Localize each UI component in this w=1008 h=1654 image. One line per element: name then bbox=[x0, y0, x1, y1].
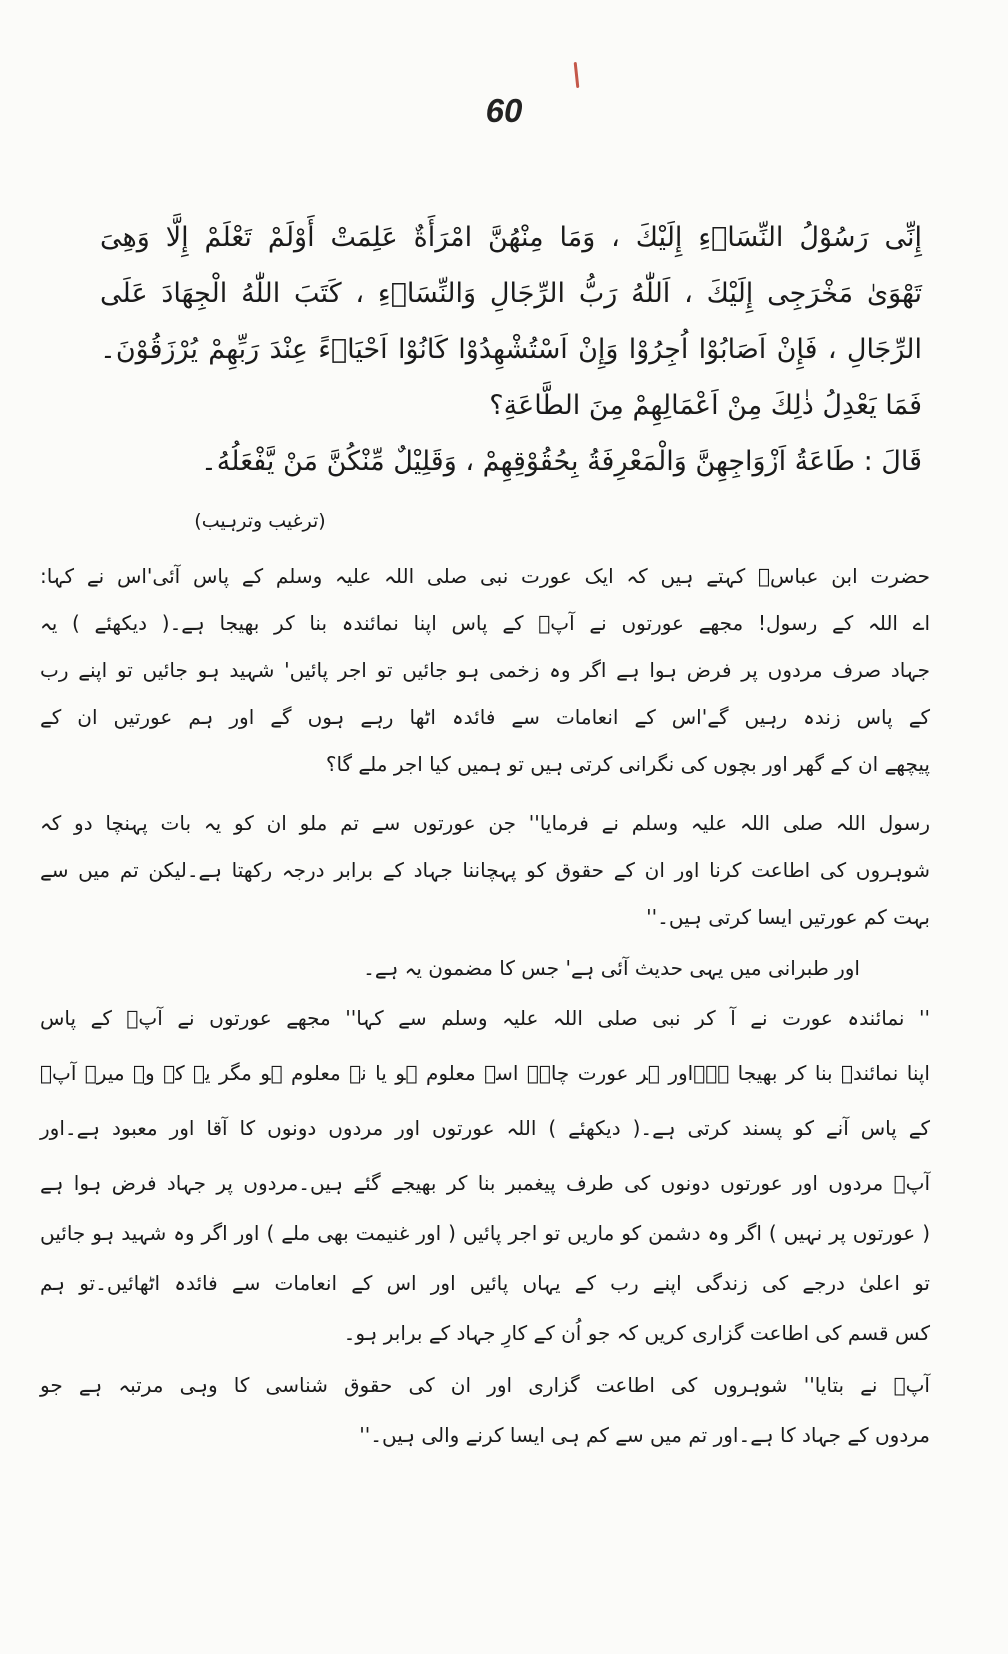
urdu-line: حضرت ابن عباسؓ کہتے ہیں کہ ایک عورت نبی صلی اللہ علیہ وسلم کے پاس آئی'اس نے کہا: bbox=[40, 564, 930, 588]
urdu-line: '' نمائندہ عورت نے آ کر نبی صلی اللہ علیہ وسلم سے کہا'' مجھے عورتوں نے آپؐ کے پاس bbox=[40, 1006, 930, 1030]
urdu-line: اپنا نمائندہ بنا کر بھیجا ہے۔اور ہر عورت چاہے اسے معلوم ہو یا نہ معلوم ہو مگر یہ کہ وہ میرے آپؐ bbox=[40, 1061, 930, 1085]
urdu-line: کے پاس آنے کو پسند کرتی ہے۔( دیکھئے ) اللہ عورتوں اور مردوں دونوں کا آقا اور معبود ہے۔اور bbox=[40, 1116, 930, 1140]
arabic-line: تَهْوَىٰ مَخْرَجِى إِلَيْكَ ، اَللّٰهُ رَبُّ الرِّجَالِ وَالنِّسَاۤءِ ، كَتَبَ اللّٰهُ الْجِهَادَ عَلَى bbox=[100, 278, 922, 309]
arabic-line: فَمَا يَعْدِلُ ذٰلِكَ مِنْ اَعْمَالِهِمْ مِنَ الطَّاعَةِ؟ bbox=[489, 390, 922, 421]
arabic-line: الرِّجَالِ ، فَإِنْ اَصَابُوْا اُجِرُوْا وَإِنْ اَسْتُشْهِدُوْا كَانُوْا اَحْيَاۤءً عِنْدَ رَبِّهِمْ يُرْزَقُوْنَ۔ bbox=[100, 334, 922, 365]
urdu-line: جہاد صرف مردوں پر فرض ہوا ہے اگر وہ زخمی ہو جائیں تو اجر پائیں' شہید ہو جائیں تو اپنے رب bbox=[40, 658, 930, 682]
arabic-line: قَالَ : طَاعَةُ اَزْوَاجِهِنَّ وَالْمَعْرِفَةُ بِحُقُوْقِهِمْ ، وَقَلِيْلٌ مِّنْكُنَّ مَنْ يَّفْعَلُهُ۔ bbox=[200, 446, 922, 477]
urdu-line: مردوں کے جہاد کا ہے۔اور تم میں سے کم ہی ایسا کرنے والی ہیں۔'' bbox=[359, 1423, 930, 1447]
urdu-line: تو اعلیٰ درجے کی زندگی اپنے رب کے یہاں پائیں اور اس کے انعامات سے فائدہ اٹھائیں۔تو ہم bbox=[40, 1271, 930, 1295]
source-reference: (ترغیب وترہیب) bbox=[194, 510, 326, 532]
urdu-line: کس قسم کی اطاعت گزاری کریں کہ جو اُن کے کارِ جہاد کے برابر ہو۔ bbox=[343, 1321, 930, 1345]
urdu-line: شوہروں کی اطاعت کرنا اور ان کے حقوق کو پہچاننا جہاد کے برابر درجہ رکھتا ہے۔لیکن تم میں سے bbox=[40, 858, 930, 882]
urdu-line: آپؐ مردوں اور عورتوں دونوں کی طرف پیغمبر بنا کر بھیجے گئے ہیں۔مردوں پر جہاد فرض ہوا ہے bbox=[40, 1171, 930, 1195]
red-ink-mark bbox=[574, 62, 580, 88]
urdu-line: بہت کم عورتیں ایسا کرتی ہیں۔'' bbox=[646, 905, 930, 929]
urdu-line: آپؐ نے بتایا'' شوہروں کی اطاعت گزاری اور ان کی حقوق شناسی کا وہی مرتبہ ہے جو bbox=[40, 1373, 930, 1397]
urdu-line: رسول اللہ صلی اللہ علیہ وسلم نے فرمایا'' جن عورتوں سے تم ملو ان کو یہ بات پہنچا دو کہ bbox=[40, 811, 930, 835]
urdu-line: ( عورتوں پر نہیں ) اگر وہ دشمن کو ماریں تو اجر پائیں ( اور غنیمت بھی ملے ) اور اگر وہ شہید ہو جائیں bbox=[40, 1221, 930, 1245]
urdu-line: اور طبرانی میں یہی حدیث آئی ہے' جس کا مضمون یہ ہے۔ bbox=[363, 956, 860, 980]
urdu-line: اے اللہ کے رسول! مجھے عورتوں نے آپؐ کے پاس اپنا نمائندہ بنا کر بھیجا ہے۔( دیکھئے ) یہ bbox=[40, 611, 930, 635]
page-number: 60 bbox=[485, 92, 523, 129]
urdu-line: پیچھے ان کے گھر اور بچوں کی نگرانی کرتی ہیں تو ہمیں کیا اجر ملے گا؟ bbox=[325, 752, 930, 776]
arabic-line: إِنِّى رَسُوْلُ النِّسَاۤءِ إِلَيْكَ ، وَمَا مِنْهُنَّ امْرَأَةٌ عَلِمَتْ أَوْلَمْ تَعْلَمْ إِلَّا وَهِىَ bbox=[100, 222, 922, 253]
urdu-line: کے پاس زندہ رہیں گے'اس کے انعامات سے فائدہ اٹھا رہے ہوں گے اور ہم عورتیں ان کے bbox=[40, 705, 930, 729]
